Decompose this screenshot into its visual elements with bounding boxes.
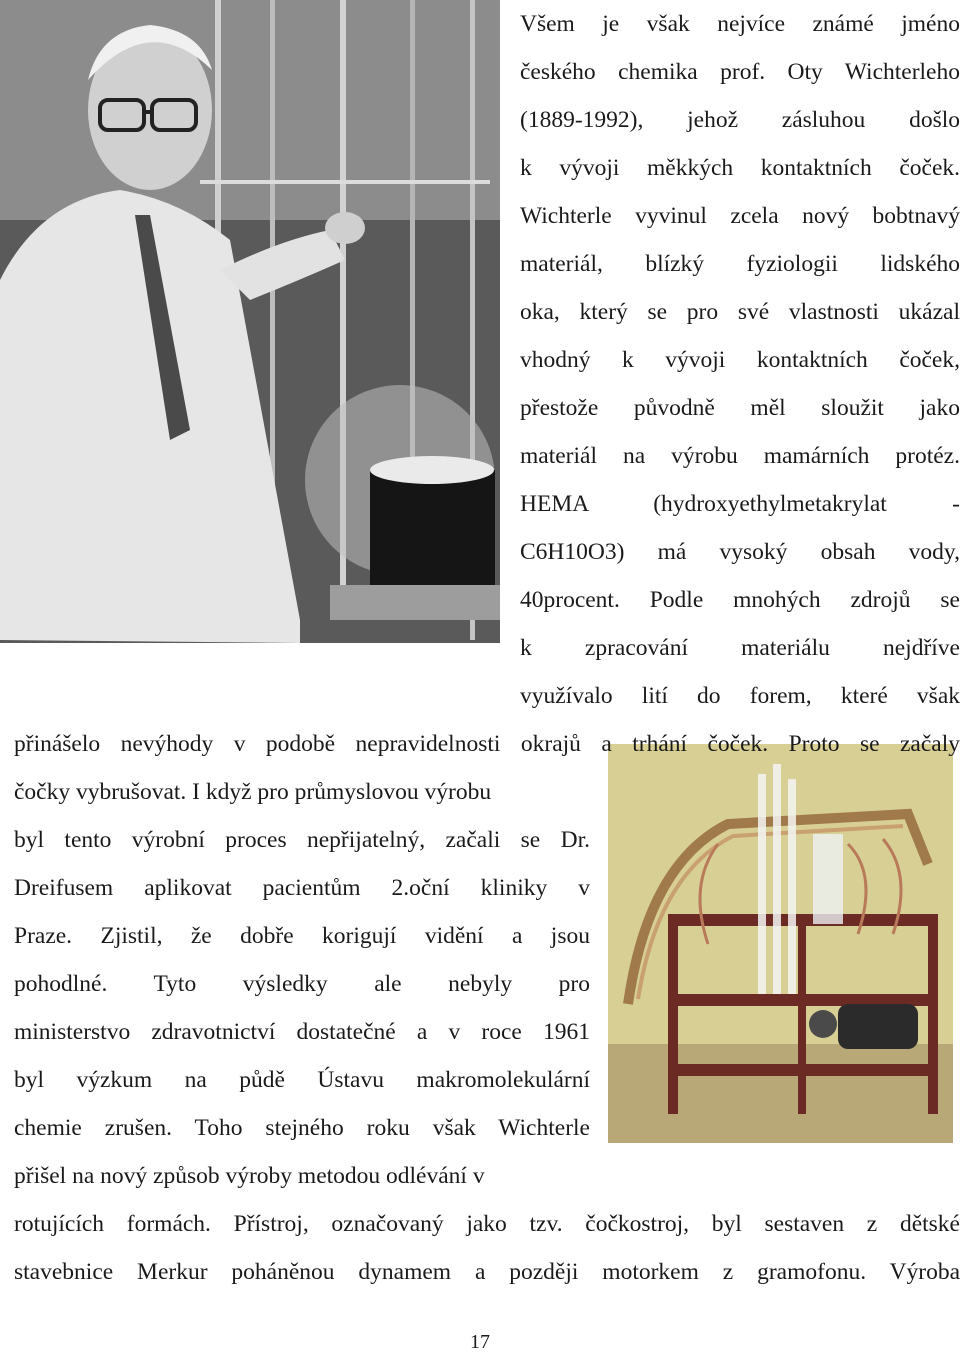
text-line: Všem je však nejvíce známé jméno [520, 11, 960, 37]
text-line: přestože původně měl sloužit jako [520, 395, 960, 421]
text-line: C6H10O3) má vysoký obsah vody, [520, 539, 960, 565]
text-line: přinášelo nevýhody v podobě nepravidelnosti okrajů a trhání čoček. Proto se začaly [14, 731, 960, 757]
text-line: vhodný k vývoji kontaktních čoček, [520, 347, 960, 373]
text-line: 40procent. Podle mnohých zdrojů se [520, 587, 960, 613]
machine-illustration [608, 744, 953, 1143]
text-line: byl výzkum na půdě Ústavu makromolekulární [14, 1067, 590, 1093]
lens-casting-machine-photo [608, 744, 953, 1143]
scientist-illustration [0, 0, 500, 643]
text-line: Praze. Zjistil, že dobře korigují vidění a jsou [14, 923, 590, 949]
text-line: k vývoji měkkých kontaktních čoček. [520, 155, 960, 181]
text-line: k zpracování materiálu nejdříve [520, 635, 960, 661]
scientist-photo [0, 0, 500, 643]
text-line: pohodlné. Tyto výsledky ale nebyly pro [14, 971, 590, 997]
text-line: materiál na výrobu mamárních protéz. [520, 443, 960, 469]
text-line: oka, který se pro své vlastnosti ukázal [520, 299, 960, 325]
text-line: byl tento výrobní proces nepřijatelný, začali se Dr. [14, 827, 590, 853]
text-line: rotujících formách. Přístroj, označovaný jako tzv. čočkostroj, byl sestaven z dětské [14, 1211, 960, 1237]
text-line: (1889-1992), jehož zásluhou došlo [520, 107, 960, 133]
text-line: využívalo lití do forem, které však [520, 683, 960, 709]
text-line: HEMA (hydroxyethylmetakrylat - [520, 491, 960, 517]
text-line: chemie zrušen. Toho stejného roku však Wichterle [14, 1115, 590, 1141]
text-line: čočky vybrušovat. I když pro průmyslovou výrobu [14, 779, 492, 805]
text-line: přišel na nový způsob výroby metodou odlévání v [14, 1163, 485, 1189]
text-line: ministerstvo zdravotnictví dostatečné a v roce 1961 [14, 1019, 590, 1045]
text-line: Dreifusem aplikovat pacientům 2.oční kliniky v [14, 875, 590, 901]
text-line: stavebnice Merkur poháněnou dynamem a později motorkem z gramofonu. Výroba [14, 1259, 960, 1285]
page-number: 17 [470, 1331, 490, 1353]
text-line: Wichterle vyvinul zcela nový bobtnavý [520, 203, 960, 229]
text-line: českého chemika prof. Oty Wichterleho [520, 59, 960, 85]
text-line: materiál, blízký fyziologii lidského [520, 251, 960, 277]
